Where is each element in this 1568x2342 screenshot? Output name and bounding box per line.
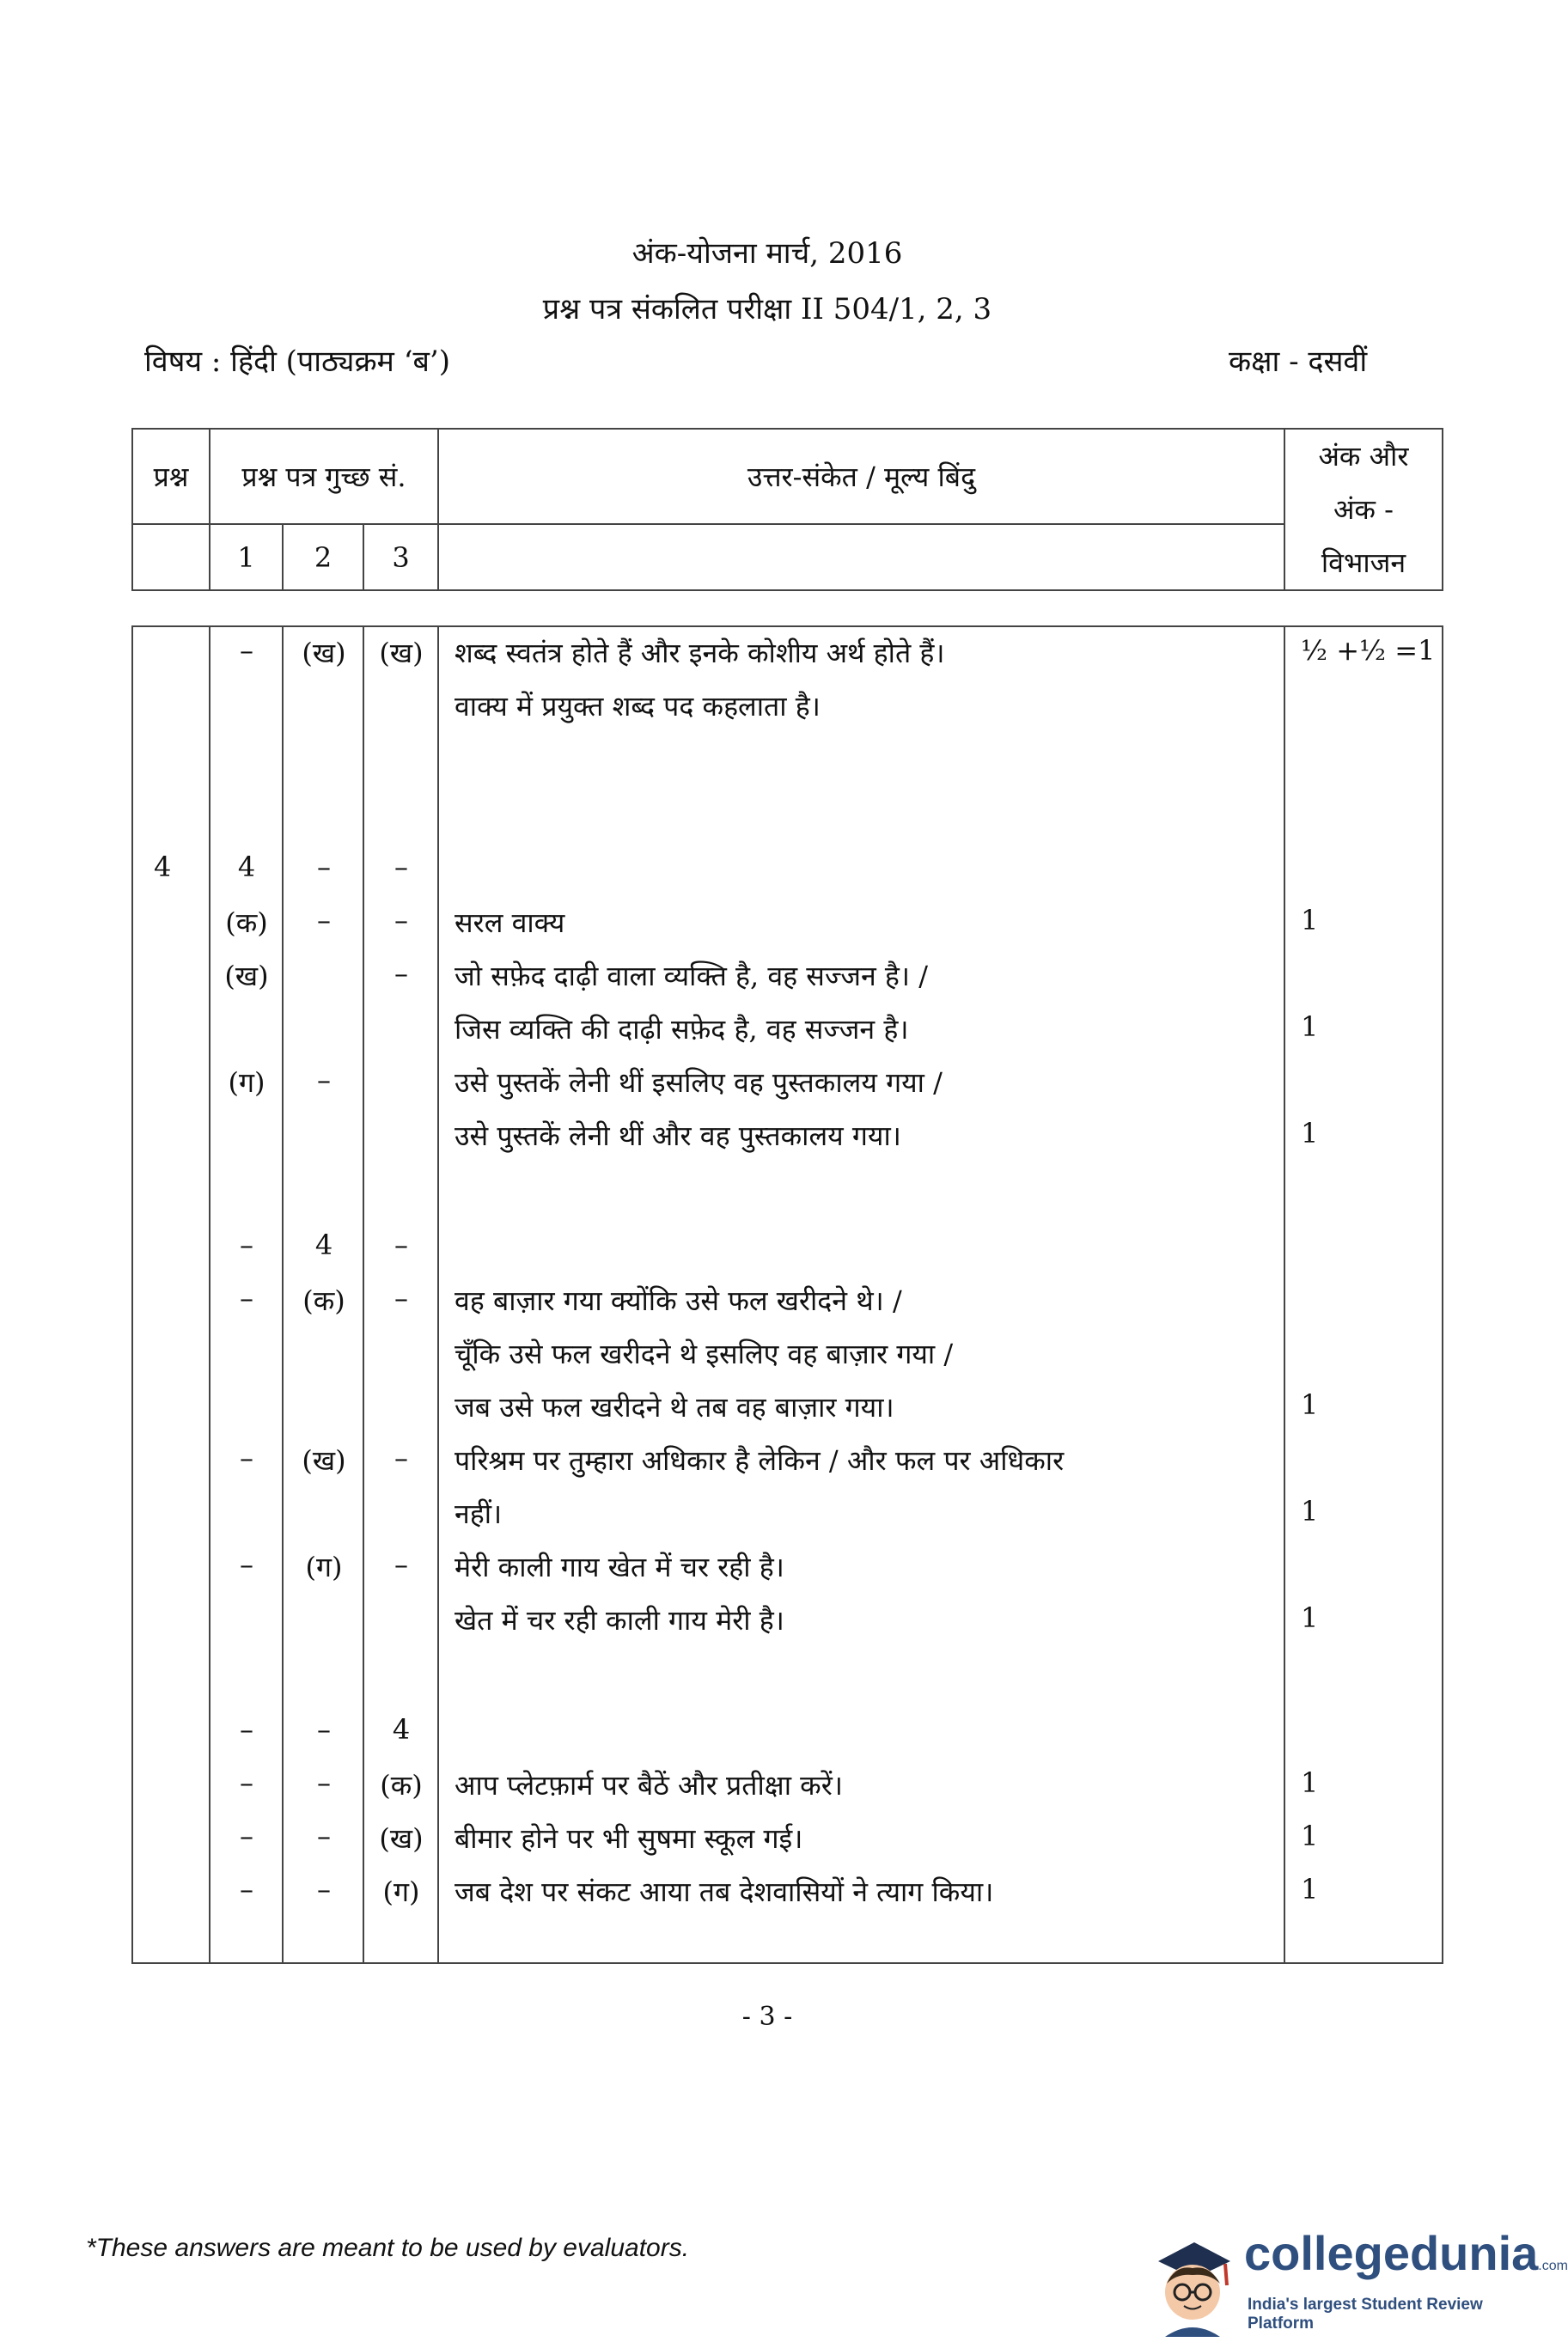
row-13-s1: –	[240, 1442, 253, 1474]
row-12-answer: जब उसे फल खरीदने थे तब वह बाज़ार गया।	[455, 1391, 894, 1424]
set-2-column	[283, 626, 363, 1963]
document-title: अंक-योजना मार्च, 2016	[631, 236, 903, 271]
row-10-answer: वह बाज़ार गया क्योंकि उसे फल खरीदने थे। /	[455, 1284, 902, 1317]
header-table	[131, 428, 1443, 591]
row-3-q: 4	[154, 851, 172, 883]
set-1-column	[210, 626, 283, 1963]
row-20-marks: 1	[1301, 1873, 1319, 1906]
row-19-marks: 1	[1301, 1820, 1319, 1852]
row-18-s1: –	[240, 1766, 253, 1799]
header-marks-line-3: विभाजन	[1321, 546, 1406, 579]
header-answer-blank	[438, 524, 1284, 590]
row-8-marks: 1	[1301, 1117, 1319, 1150]
row-5-s1: (ख)	[224, 960, 269, 992]
student-mascot-icon	[1141, 2217, 1244, 2337]
row-18-marks: 1	[1301, 1766, 1319, 1799]
footer-note: *These answers are meant to be used by evaluators.	[86, 2234, 690, 2262]
row-4-s3: –	[394, 904, 408, 936]
row-5-answer: जो सफ़ेद दाढ़ी वाला व्यक्ति है, वह सज्जन है। /	[455, 960, 928, 992]
row-1-answer: शब्द स्वतंत्र होते हैं और इनके कोशीय अर्थ होते हैं।	[455, 637, 945, 669]
header-set-2: 2	[283, 524, 363, 590]
row-7-s1: (ग)	[228, 1066, 265, 1099]
row-9-s3: –	[394, 1229, 408, 1261]
row-1-s1: –	[240, 634, 253, 667]
header-blank-cell	[132, 524, 210, 590]
row-10-s1: –	[240, 1282, 253, 1314]
row-19-answer: बीमार होने पर भी सुषमा स्कूल गई।	[455, 1822, 803, 1855]
row-2-answer: वाक्य में प्रयुक्त शब्द पद कहलाता है।	[455, 690, 821, 723]
row-4-answer: सरल वाक्य	[455, 906, 565, 939]
row-13-answer: परिश्रम पर तुम्हारा अधिकार है लेकिन / और फल पर अधिकार	[455, 1444, 1065, 1477]
row-6-answer: जिस व्यक्ति की दाढ़ी सफ़ेद है, वह सज्जन है।	[455, 1013, 909, 1046]
header-set-1: 1	[210, 524, 283, 590]
row-18-s2: –	[317, 1766, 331, 1799]
row-5-s3: –	[394, 957, 408, 990]
subject-label: विषय : हिंदी (पाठ्यक्रम ‘ब’)	[144, 345, 450, 379]
row-1-marks: ½ +½ =1	[1301, 634, 1436, 667]
logo-suffix: .com	[1538, 2259, 1568, 2273]
row-20-answer: जब देश पर संकट आया तब देशवासियों ने त्याग किया।	[455, 1875, 994, 1908]
row-3-s2: –	[317, 851, 331, 883]
row-6-marks: 1	[1301, 1010, 1319, 1043]
page-number: - 3 -	[741, 2002, 793, 2032]
header-marks-line-1: अंक और	[1318, 440, 1409, 473]
set-3-column	[363, 626, 438, 1963]
row-17-s1: –	[240, 1713, 253, 1746]
row-19-s3: (ख)	[379, 1822, 424, 1855]
row-11-answer: चूँकि उसे फल खरीदने थे इसलिए वह बाज़ार गया /	[455, 1338, 954, 1370]
logo-tagline: India's largest Student Review Platform	[1248, 2296, 1483, 2333]
row-9-s2: 4	[314, 1229, 333, 1261]
row-16-marks: 1	[1301, 1601, 1319, 1634]
row-15-s2: (ग)	[305, 1551, 343, 1583]
row-20-s1: –	[240, 1873, 253, 1906]
answer-table	[131, 625, 1443, 1964]
logo-name: collegedunia	[1244, 2226, 1539, 2280]
row-14-answer: नहीं।	[455, 1497, 503, 1530]
marks-column	[1284, 626, 1443, 1963]
row-16-answer: खेत में चर रही काली गाय मेरी है।	[455, 1604, 784, 1637]
row-17-s3: 4	[392, 1713, 411, 1746]
row-9-s1: –	[240, 1229, 253, 1261]
row-4-marks: 1	[1301, 904, 1319, 936]
header-set-cell: प्रश्न पत्र गुच्छ सं.	[210, 429, 438, 524]
row-20-s2: –	[317, 1873, 331, 1906]
row-20-s3: (ग)	[382, 1875, 420, 1908]
document-subtitle: प्रश्न पत्र संकलित परीक्षा II 504/1, 2, 3	[542, 292, 992, 326]
header-set-3: 3	[363, 524, 438, 590]
row-8-answer: उसे पुस्तकें लेनी थीं और वह पुस्तकालय गया।	[455, 1119, 901, 1152]
header-question-cell: प्रश्न	[132, 429, 210, 524]
row-10-s3: –	[394, 1282, 408, 1314]
collegedunia-logo	[1141, 2217, 1568, 2337]
row-1-s2: (ख)	[302, 637, 346, 669]
row-3-s3: –	[394, 851, 408, 883]
row-18-answer: आप प्लेटफ़ार्म पर बैठें और प्रतीक्षा करें।	[455, 1769, 843, 1802]
row-18-s3: (क)	[380, 1769, 423, 1802]
header-answer-cell: उत्तर-संकेत / मूल्य बिंदु	[438, 429, 1284, 524]
row-14-marks: 1	[1301, 1495, 1319, 1528]
row-12-marks: 1	[1301, 1388, 1319, 1421]
row-10-s2: (क)	[302, 1284, 345, 1317]
class-label: कक्षा - दसवीं	[1229, 345, 1368, 379]
row-15-s1: –	[240, 1548, 253, 1581]
row-15-s3: –	[394, 1548, 408, 1581]
header-marks-line-2: अंक -	[1333, 493, 1394, 526]
row-17-s2: –	[317, 1713, 331, 1746]
answer-column	[438, 626, 1284, 1963]
row-19-s1: –	[240, 1820, 253, 1852]
row-7-s2: –	[317, 1064, 331, 1096]
header-marks-cell	[1284, 429, 1443, 590]
question-column	[132, 626, 210, 1963]
row-4-s1: (क)	[225, 906, 268, 939]
row-1-s3: (ख)	[379, 637, 424, 669]
row-15-answer: मेरी काली गाय खेत में चर रही है।	[455, 1551, 784, 1583]
row-3-s1: 4	[237, 851, 256, 883]
row-7-answer: उसे पुस्तकें लेनी थीं इसलिए वह पुस्तकालय गया /	[455, 1066, 943, 1099]
row-19-s2: –	[317, 1820, 331, 1852]
row-13-s3: –	[394, 1442, 408, 1474]
row-4-s2: –	[317, 904, 331, 936]
row-13-s2: (ख)	[302, 1444, 346, 1477]
